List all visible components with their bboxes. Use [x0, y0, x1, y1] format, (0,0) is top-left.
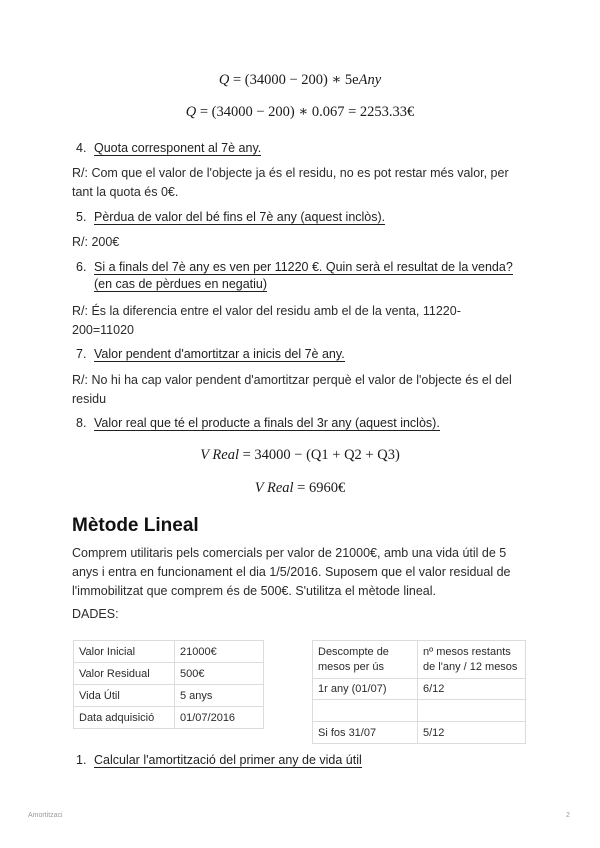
answer-5: R/: 200€ — [72, 235, 120, 249]
table-cell: 1r any (01/07) — [313, 679, 418, 700]
answer-7: R/: No hi ha cap valor pendent d'amortitzar perquè el valor de l'objecte és el del residu — [72, 373, 512, 406]
formula-quota-result: Q = (34000 − 200) ∗ 0.067 = 2253.33€ — [185, 104, 415, 120]
table-row — [74, 663, 264, 685]
table-row — [313, 722, 526, 744]
table-cell: Vida Útil — [74, 685, 175, 707]
table-cell: 500€ — [175, 663, 264, 685]
list-item-4: 4. Quota corresponent al 7è any. — [76, 141, 262, 155]
table-cell — [418, 700, 526, 722]
answer-4: R/: Com que el valor de l'objecte ja és el residu, no es pot restar més valor, per tant la quota és 0€. — [72, 166, 509, 199]
formula-valor-real: V Real = 34000 − (Q1 + Q2 + Q3) — [200, 447, 400, 463]
table-cell: 21000€ — [175, 641, 264, 663]
months-table — [312, 640, 526, 744]
table-cell — [313, 700, 418, 722]
table-cell: 6/12 — [418, 679, 526, 700]
answer-6: R/: És la diferencia entre el valor del residu amb el de la venta, 11220- 200=11020 — [72, 304, 461, 337]
table-cell: Si fos 31/07 — [313, 722, 418, 744]
table-row — [74, 707, 264, 729]
table-row — [313, 700, 526, 722]
table-cell: Valor Inicial — [74, 641, 175, 663]
page-number: 2 — [566, 812, 570, 819]
table-header-cell: Descompte de mesos per ús — [313, 641, 418, 679]
table-cell: Valor Residual — [74, 663, 175, 685]
list-item-7: 7. Valor pendent d'amortitzar a inicis del 7è any. — [76, 347, 345, 361]
table-cell: 5/12 — [418, 722, 526, 744]
dades-label: DADES: — [72, 607, 119, 621]
formula-quota: Q = (34000 − 200) ∗ 5eAny — [218, 72, 382, 88]
table-cell: 01/07/2016 — [175, 707, 264, 729]
table-cell: Data adquisició — [74, 707, 175, 729]
list-item-6: 6. Si a finals del 7è any es ven per 11220 €. Quin serà el resultat de la venda? (en cas de pèrdues en negatiu) — [76, 260, 513, 291]
table-row — [74, 641, 264, 663]
table-header-cell: nº mesos restants de l'any / 12 mesos — [418, 641, 526, 679]
data-table — [73, 640, 264, 729]
formula-valor-real-result: V Real = 6960€ — [254, 480, 346, 496]
table-cell: 5 anys — [175, 685, 264, 707]
table-row — [74, 685, 264, 707]
list-item-8: 8. Valor real que té el producte a finals del 3r any (aquest inclòs). — [76, 416, 440, 430]
list-item-1: 1. Calcular l'amortització del primer any de vida útil — [76, 753, 362, 767]
list-item-5: 5. Pèrdua de valor del bé fins el 7è any (aquest inclòs). — [76, 210, 386, 224]
table-row — [313, 679, 526, 700]
table-header-row — [313, 641, 526, 679]
section-title: Mètode Lineal — [72, 515, 199, 536]
footer-title: Amortitzaci — [28, 812, 63, 819]
section-intro: Comprem utilitaris pels comercials per valor de 21000€, amb una vida útil de 5 anys i entra en funcionament el dia 1/5/2016. Suposem que el valor residual de l'immobilitzat que comprem és de 500€. S'utilitza el mètode lineal. — [72, 546, 511, 598]
